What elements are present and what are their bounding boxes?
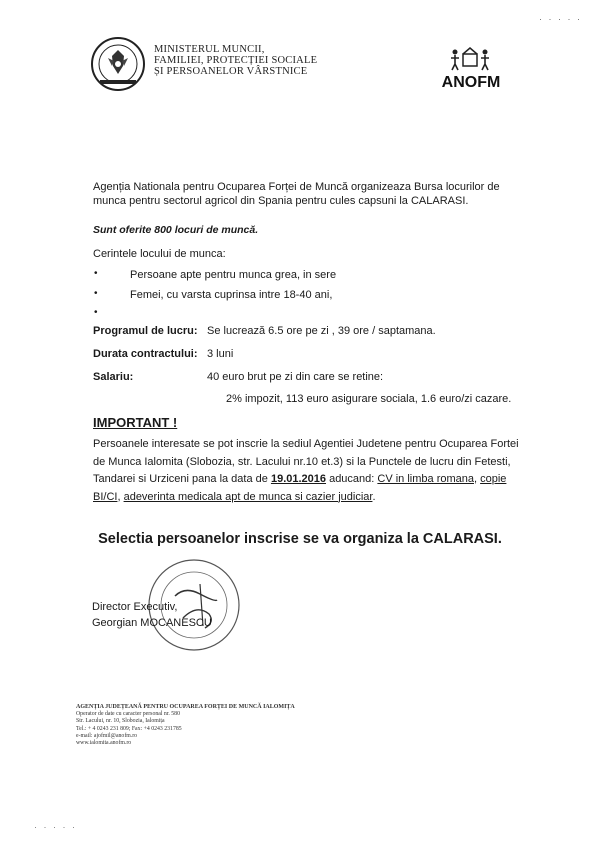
- duration-value: 3 luni: [207, 348, 234, 360]
- ministry-line: MINISTERUL MUNCII,: [154, 44, 265, 55]
- paragraph-text: aducand:: [326, 473, 378, 485]
- program-label: Programul de lucru:: [93, 325, 198, 337]
- salary-value: 40 euro brut pe zi din care se retine:: [207, 371, 384, 383]
- ministry-line: ȘI PERSOANELOR VÂRSTNICE: [154, 66, 308, 77]
- requirements-title: Cerintele locului de munca:: [93, 248, 226, 260]
- corner-marks: · · · · ·: [539, 14, 582, 24]
- job-offer-count: Sunt oferite 800 locuri de muncă.: [93, 224, 259, 236]
- registration-paragraph: [93, 436, 523, 506]
- paragraph-text: Persoanele interesate se pot inscrie la sediul Agentiei Judetene pentru Ocuparea Fortei de Munca Ialomita (Slobozia, str. Lacului nr.10 et.3) si la Punctele de lucru din Fetesti, Tandarei si Urziceni pana la data de: [93, 438, 519, 485]
- footer-email: e-mail: ajofmil@anofm.ro: [76, 732, 138, 739]
- anofm-logo-text: ANOFM: [441, 74, 501, 91]
- required-document: CV in limba romana: [377, 473, 474, 485]
- separator: ,: [473, 473, 481, 485]
- ministry-line: FAMILIEI, PROTECȚIEI SOCIALE: [154, 55, 318, 66]
- director-name: Georgian MOCANESCU: [92, 617, 212, 629]
- footer-address: Str. Lacului, nr. 10, Slobozia, Ialomița: [76, 718, 165, 725]
- required-document: adeverinta medicala apt de munca si cazier judiciar: [123, 490, 373, 503]
- program-value: Se lucrează 6.5 ore pe zi , 39 ore / saptamana.: [207, 325, 436, 337]
- duration-label: Durata contractului:: [93, 348, 198, 360]
- footer-agency: AGENȚIA JUDEȚEANĂ PENTRU OCUPAREA FORȚEI DE MUNCĂ IALOMIȚA: [76, 704, 295, 710]
- selection-announcement: Selectia persoanelor inscrise se va organiza la CALARASI.: [98, 531, 502, 547]
- important-heading: IMPORTANT !: [93, 415, 178, 430]
- separator: .: [372, 490, 376, 503]
- footer-web: www.ialomita.anofm.ro: [76, 740, 132, 747]
- anofm-logo: [425, 44, 517, 92]
- ministry-name: [154, 44, 317, 77]
- corner-marks-bottom: · · · · ·: [34, 822, 77, 832]
- salary-details: 2% impozit, 113 euro asigurare sociala, 1.6 euro/zi cazare.: [226, 393, 512, 405]
- bullet: •: [94, 268, 98, 279]
- separator: ,: [117, 490, 124, 503]
- footer-operator: Operator de date cu caracter personal nr. 580: [76, 711, 180, 718]
- required-document: copie BI/CI: [93, 473, 507, 503]
- intro-text: Agenția Nationala pentru Ocuparea Forței de Muncă organizeaza Bursa locurilor de munca pentru sectorul agricol din Spania pentru cules capsuni la CALARASI.: [93, 181, 500, 207]
- footer-contact: [76, 704, 295, 747]
- requirement-item: Persoane apte pentru munca grea, in sere: [130, 269, 337, 281]
- bullet: •: [94, 307, 98, 318]
- footer-phone: Tel.: + 4 0243 231 809; Fax: +4 0243 231785: [76, 725, 182, 732]
- deadline-date: 19.01.2016: [270, 473, 327, 485]
- government-seal-logo: [90, 36, 146, 92]
- bullet: •: [94, 288, 98, 299]
- requirement-item: Femei, cu varsta cuprinsa intre 18-40 ani,: [130, 289, 333, 301]
- salary-label: Salariu:: [93, 371, 134, 383]
- director-role: Director Executiv,: [92, 601, 178, 613]
